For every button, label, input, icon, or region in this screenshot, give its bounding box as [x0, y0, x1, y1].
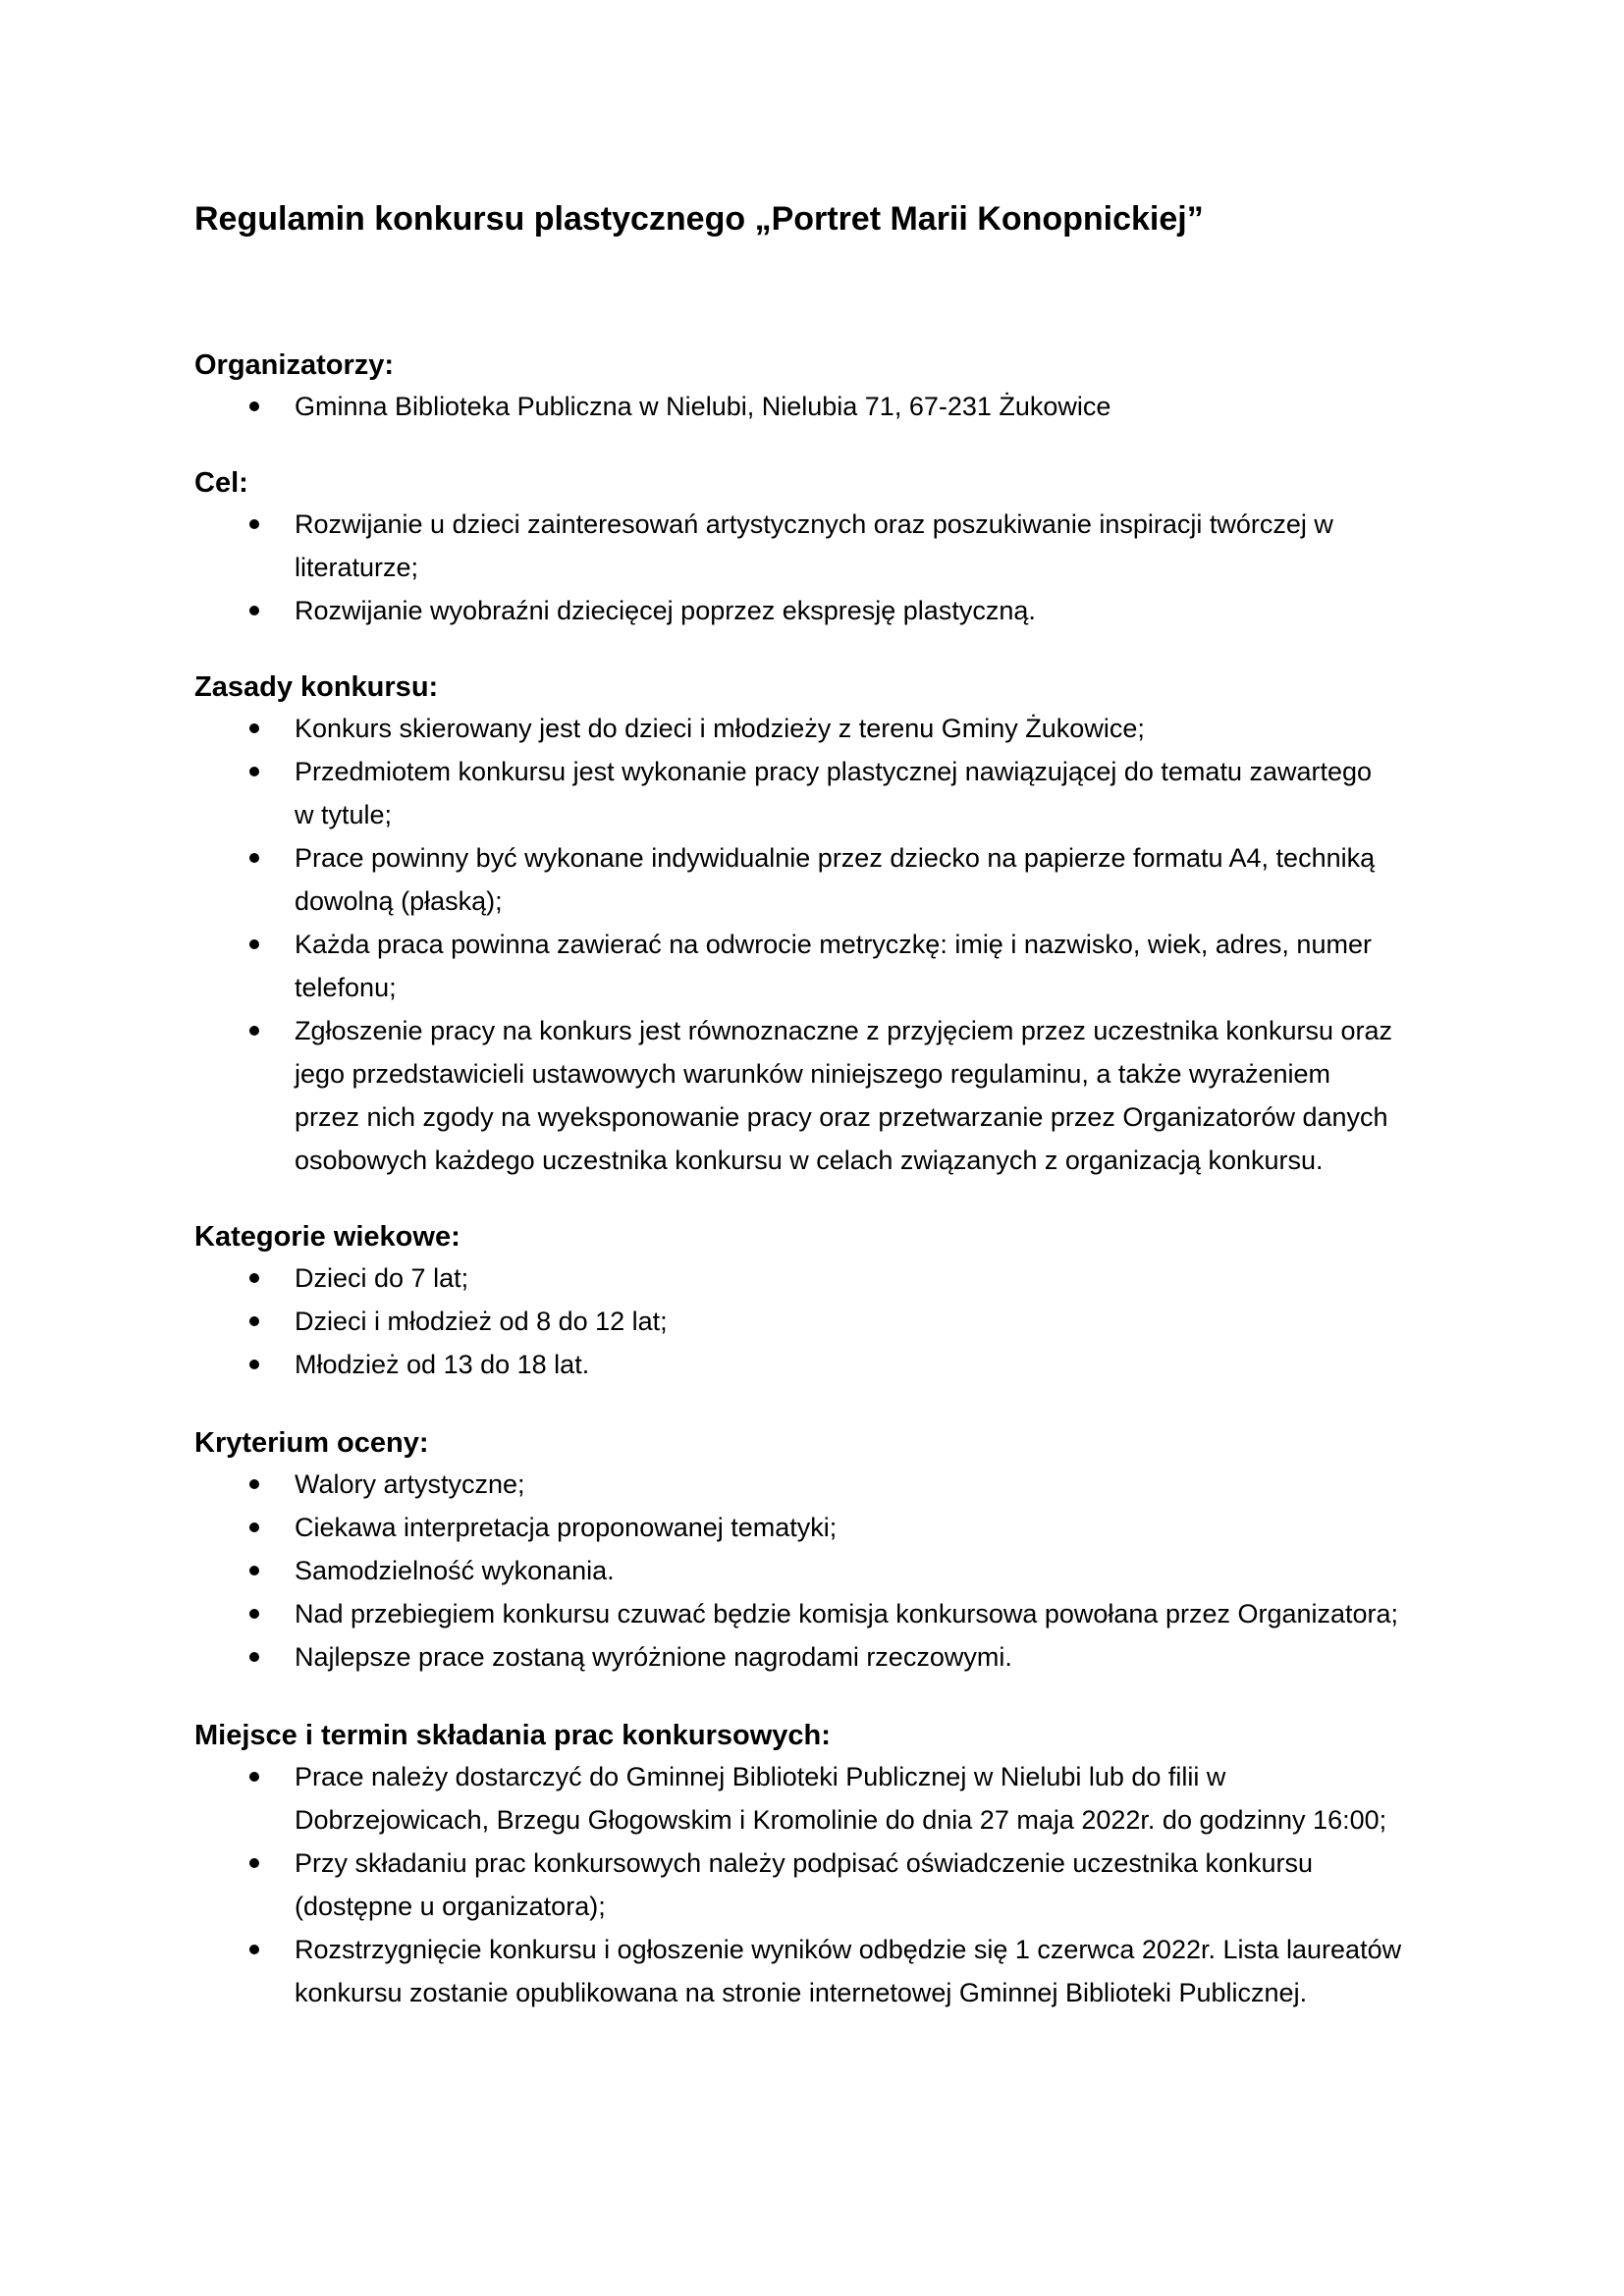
bullet-icon	[249, 401, 259, 411]
list-item	[194, 1755, 1451, 1842]
list-item	[194, 1928, 1451, 2014]
list-item-text-line: w tytule;	[295, 800, 393, 829]
list-item-text-line: Rozstrzygnięcie konkursu i ogłoszenie wyników odbędzie się 1 czerwca 2022r. Lista laureatów	[295, 1935, 1402, 1964]
list-item-text-line: Prace należy dostarczyć do Gminnej Biblioteki Publicznej w Nielubi lub do filii w	[295, 1762, 1226, 1791]
list-item	[194, 1300, 1451, 1343]
list-item-text-line: Rozwijanie u dzieci zainteresowań artystycznych oraz poszukiwanie inspiracji twórczej w	[295, 509, 1333, 539]
section-heading: Cel:	[194, 467, 248, 499]
list-item	[194, 589, 1451, 632]
list-item	[194, 385, 1451, 428]
bullet-icon	[249, 939, 259, 949]
document-title: Regulamin konkursu plastycznego „Portret Marii Konopnickiej”	[194, 200, 1204, 238]
list-item	[194, 1549, 1451, 1592]
list-item-text-line: (dostępne u organizatora);	[295, 1892, 606, 1921]
list-item-text-line: Młodzież od 13 do 18 lat.	[295, 1350, 590, 1379]
list-item	[194, 1256, 1451, 1300]
list-item-text-line: jego przedstawicieli ustawowych warunków niniejszego regulaminu, a także wyrażeniem	[295, 1059, 1331, 1089]
list-item-text-line: Każda praca powinna zawierać na odwrocie metryczkę: imię i nazwisko, wiek, adres, numer	[295, 930, 1372, 959]
list-item-text-line: Ciekawa interpretacja proponowanej tematyki;	[295, 1513, 838, 1542]
bullet-icon	[249, 767, 259, 776]
list-item-text-line: osobowych każdego uczestnika konkursu w celach związanych z organizacją konkursu.	[295, 1146, 1324, 1175]
bullet-list	[194, 707, 1451, 1182]
bullet-icon	[249, 1360, 259, 1369]
section-goal	[194, 463, 1451, 632]
list-item	[194, 836, 1451, 923]
bullet-icon	[249, 723, 259, 733]
list-item-text-line: Samodzielność wykonania.	[295, 1556, 615, 1585]
list-item	[194, 707, 1451, 750]
bullet-list	[194, 1256, 1451, 1386]
list-item-text-line: Przedmiotem konkursu jest wykonanie pracy plastycznej nawiązującej do tematu zawartego	[295, 757, 1373, 786]
list-item	[194, 503, 1451, 589]
bullet-list	[194, 385, 1451, 428]
list-item-text-line: telefonu;	[295, 973, 397, 1002]
bullet-icon	[249, 1609, 259, 1619]
list-item-text-line: Rozwijanie wyobraźni dziecięcej poprzez ekspresję plastyczną.	[295, 596, 1036, 625]
bullet-icon	[249, 1566, 259, 1575]
section-criteria	[194, 1423, 1451, 1679]
list-item-text-line: Gminna Biblioteka Publiczna w Nielubi, Nielubia 71, 67-231 Żukowice	[295, 392, 1111, 421]
section-heading: Organizatorzy:	[194, 349, 395, 381]
bullet-icon	[249, 1945, 259, 1954]
bullet-icon	[249, 1772, 259, 1782]
list-item	[194, 1592, 1451, 1635]
list-item-text-line: Dzieci i młodzież od 8 do 12 lat;	[295, 1307, 668, 1336]
list-item-text-line: Konkurs skierowany jest do dzieci i młodzieży z terenu Gminy Żukowice;	[295, 714, 1145, 743]
list-item-text-line: konkursu zostanie opublikowana na stronie internetowej Gminnej Biblioteki Publicznej.	[295, 1978, 1308, 2007]
list-item-text-line: literaturze;	[295, 553, 419, 582]
section-age-categories	[194, 1217, 1451, 1386]
list-item	[194, 1506, 1451, 1549]
list-item-text-line: przez nich zgody na wyeksponowanie pracy oraz przetwarzanie przez Organizatorów danych	[295, 1102, 1388, 1132]
section-organizers	[194, 346, 1451, 428]
list-item	[194, 1009, 1451, 1182]
bullet-icon	[249, 606, 259, 615]
section-heading: Kryterium oceny:	[194, 1427, 429, 1459]
list-item-text-line: Dzieci do 7 lat;	[295, 1263, 469, 1293]
list-item-text-line: Najlepsze prace zostaną wyróżnione nagrodami rzeczowymi.	[295, 1642, 1012, 1672]
section-rules	[194, 667, 1451, 1182]
bullet-list	[194, 503, 1451, 632]
list-item	[194, 1635, 1451, 1679]
bullet-icon	[249, 1316, 259, 1326]
list-item	[194, 923, 1451, 1009]
bullet-icon	[249, 853, 259, 863]
list-item	[194, 1842, 1451, 1928]
list-item-text-line: Prace powinny być wykonane indywidualnie przez dziecko na papierze formatu A4, techniką	[295, 843, 1376, 873]
bullet-icon	[249, 1858, 259, 1868]
bullet-icon	[249, 1026, 259, 1036]
bullet-icon	[249, 519, 259, 529]
list-item-text-line: Walory artystyczne;	[295, 1469, 525, 1499]
list-item-text-line: Zgłoszenie pracy na konkurs jest równoznaczne z przyjęciem przez uczestnika konkursu oraz	[295, 1016, 1392, 1045]
list-item	[194, 750, 1451, 836]
bullet-icon	[249, 1479, 259, 1489]
list-item-text-line: Dobrzejowicach, Brzegu Głogowskim i Kromolinie do dnia 27 maja 2022r. do godzinny 16:00;	[295, 1805, 1387, 1835]
list-item	[194, 1463, 1451, 1506]
section-heading: Miejsce i termin składania prac konkursowych:	[194, 1720, 831, 1751]
list-item-text-line: Przy składaniu prac konkursowych należy podpisać oświadczenie uczestnika konkursu	[295, 1848, 1314, 1878]
section-heading: Zasady konkursu:	[194, 671, 439, 703]
list-item	[194, 1343, 1451, 1386]
list-item-text-line: dowolną (płaską);	[295, 886, 503, 916]
list-item-text-line: Nad przebiegiem konkursu czuwać będzie komisja konkursowa powołana przez Organizatora;	[295, 1599, 1399, 1629]
section-heading: Kategorie wiekowe:	[194, 1221, 460, 1253]
bullet-list	[194, 1463, 1451, 1679]
bullet-icon	[249, 1652, 259, 1662]
bullet-icon	[249, 1273, 259, 1283]
bullet-icon	[249, 1522, 259, 1532]
bullet-list	[194, 1755, 1451, 2014]
section-submission	[194, 1716, 1451, 2014]
